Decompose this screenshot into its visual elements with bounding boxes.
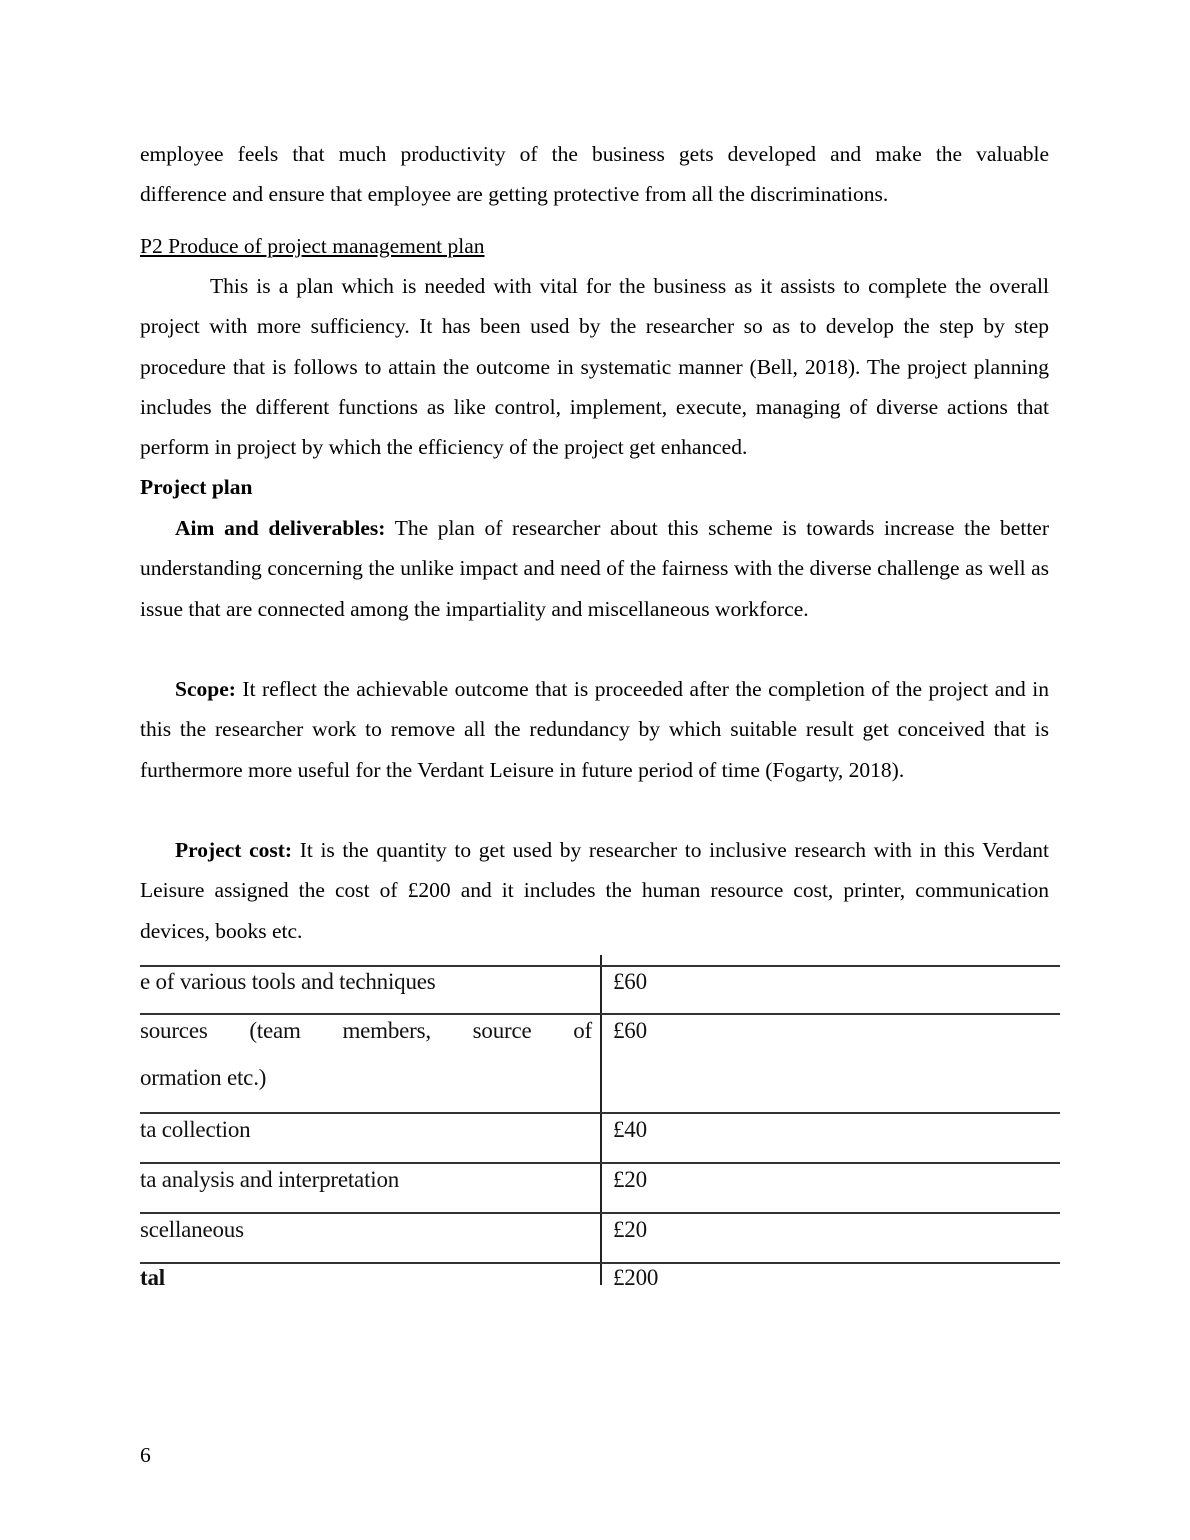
- table-rule: [140, 1013, 1060, 1015]
- project-cost-paragraph: [140, 830, 1049, 951]
- section-heading-p2: P2 Produce of project management plan: [140, 234, 485, 258]
- table-cell-item: scellaneous: [140, 1217, 244, 1242]
- intro-line-1: employee feels that much productivity of the business gets developed and make the valuable: [140, 142, 1049, 166]
- cost-label: Project cost:: [175, 838, 293, 862]
- table-word: (team: [249, 1018, 301, 1043]
- intro-line-2: difference and ensure that employee are getting protective from all the discriminations.: [140, 182, 889, 206]
- p2-body-paragraph: This is a plan which is needed with vital for the business as it assists to complete the overall project with more sufficiency. It has been used by the researcher so as to develop the step by step procedure that is follows to attain the outcome in systematic manner (Bell, 2018). The project planning includes the different functions as like control, implement, execute, managing of diverse actions that perform in project by which the efficiency of the project get enhanced.: [140, 274, 1049, 460]
- scope-body: It reflect the achievable outcome that is proceeded after the completion of the project and in this the researcher work to remove all the redundancy by which suitable result get conceived that is furthermore more useful for the Verdant Leisure in future period of time (Fogarty, 2018).: [140, 677, 1049, 782]
- table-word: sources: [140, 1018, 208, 1043]
- table-cell-item: ta collection: [140, 1117, 251, 1142]
- table-cell-item-line2: ormation etc.): [140, 1065, 267, 1090]
- table-cell-cost: £60: [613, 1018, 647, 1043]
- cost-table: [140, 955, 1060, 1285]
- aim-body: The plan of researcher about this scheme is towards increase the better understanding concerning the unlike impact and need of the fairness with the diverse challenge as well as issue that are connected among the impartiality and miscellaneous workforce.: [140, 516, 1049, 621]
- project-plan-heading: Project plan: [140, 475, 253, 499]
- page-number: 6: [140, 1443, 151, 1467]
- table-rule: [140, 1112, 1060, 1114]
- scope-paragraph: [140, 669, 1049, 790]
- table-cell-item: [140, 1018, 592, 1044]
- aim-label: Aim and deliverables:: [175, 516, 386, 540]
- table-rule: [140, 1212, 1060, 1214]
- scope-label: Scope:: [175, 677, 236, 701]
- table-cell-total-cost: £200: [613, 1265, 659, 1285]
- table-column-divider: [600, 955, 602, 1285]
- table-word: of: [573, 1018, 592, 1043]
- aim-paragraph: [140, 508, 1049, 629]
- table-word: source: [472, 1018, 532, 1043]
- table-cell-cost: £20: [613, 1167, 647, 1192]
- table-rule: [140, 1262, 1060, 1264]
- table-cell-item: ta analysis and interpretation: [140, 1167, 400, 1192]
- table-rule: [140, 1162, 1060, 1164]
- table-rule: [140, 965, 1060, 967]
- cost-body: It is the quantity to get used by researcher to inclusive research with in this Verdant Leisure assigned the cost of £200 and it includes the human resource cost, printer, communication devices, books etc.: [140, 838, 1049, 943]
- table-cell-cost: £40: [613, 1117, 647, 1142]
- table-word: members,: [342, 1018, 431, 1043]
- table-cell-cost: £20: [613, 1217, 647, 1242]
- table-cell-item: e of various tools and techniques: [140, 969, 436, 994]
- table-cell-cost: £60: [613, 969, 647, 994]
- table-cell-total-label: tal: [140, 1265, 165, 1285]
